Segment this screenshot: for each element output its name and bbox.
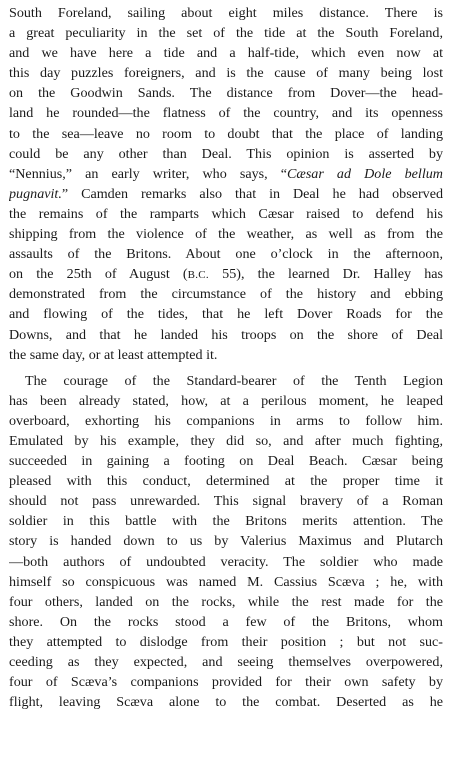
text-line: four others, landed on the rocks, while the rest made for the bbox=[9, 593, 443, 610]
text-line: on the Goodwin Sands. The distance from Dover—the head- bbox=[9, 85, 443, 102]
paragraph-1 bbox=[9, 3, 443, 365]
text-line: story is handed down to us by Valerius Maximus and Plutarch bbox=[9, 533, 443, 550]
text-line: soldier in this battle with the Britons merits attention. The bbox=[9, 513, 443, 530]
text-line: Emulated by his example, they did so, and after much fighting, bbox=[9, 432, 443, 449]
text-line: and flowing of the tides, that he left Dover Roads for the bbox=[9, 306, 443, 323]
text-line: four of Scæva’s companions provided for their own safety by bbox=[9, 674, 443, 691]
text-line: could be any other than Deal. This opinion is asserted by bbox=[9, 145, 443, 162]
text-line: demonstrated from the circumstance of the history and ebbing bbox=[9, 286, 443, 303]
text-line: to the sea—leave no room to doubt that the place of landing bbox=[9, 125, 443, 142]
text-line: the remains of the ramparts which Cæsar raised to defend his bbox=[9, 205, 443, 222]
text-line: “Nennius,” an early writer, who says, “Cæsar ad Dole bellum bbox=[9, 165, 443, 182]
text-line: they attempted to dislodge from their position ; but not suc- bbox=[9, 633, 443, 650]
text-line: the same day, or at least attempted it. bbox=[9, 346, 218, 363]
text-line: and we have here a tide and a half-tide, which even now at bbox=[9, 45, 443, 62]
text-line: ceeding as they expected, and seeing themselves overpowered, bbox=[9, 654, 443, 670]
text-line: himself so conspicuous was named M. Cassius Scæva ; he, with bbox=[9, 573, 443, 590]
text-line: pleased with this conduct, determined at the proper time it bbox=[9, 473, 443, 490]
text-line: a great peculiarity in the set of the tide at the South Foreland, bbox=[9, 25, 443, 42]
text-line: shore. On the rocks stood a few of the Britons, whom bbox=[9, 613, 443, 630]
text-line: flight, leaving Scæva alone to the combat. Deserted as he bbox=[9, 694, 443, 711]
text-line: succeeded in gaining a footing on Deal Beach. Cæsar being bbox=[9, 453, 443, 470]
text-line: should not pass unrewarded. This signal bravery of a Roman bbox=[9, 493, 443, 510]
text-line: has been already stated, how, at a perilous moment, he leaped bbox=[9, 392, 443, 409]
text-line: The courage of the Standard-bearer of the Tenth Legion bbox=[25, 372, 443, 389]
text-line: on the 25th of August (B.C. 55), the learned Dr. Halley has bbox=[9, 266, 443, 283]
text-line: overboard, exhorting his companions in arms to follow him. bbox=[9, 412, 443, 429]
text-line: pugnavit.” Camden remarks also that in Deal he had observed bbox=[9, 185, 443, 202]
document-page bbox=[9, 3, 443, 712]
text-line: —both authors of undoubted veracity. The soldier who made bbox=[9, 553, 443, 570]
paragraph-2 bbox=[9, 371, 443, 713]
text-line: shipping from the violence of the weather, as well as from the bbox=[9, 226, 443, 243]
text-line: South Foreland, sailing about eight miles distance. There is bbox=[9, 5, 443, 21]
text-line: Downs, and that he landed his troops on the shore of Deal bbox=[9, 326, 443, 343]
text-line: this day puzzles foreigners, and is the cause of many being lost bbox=[9, 65, 443, 82]
text-line: land he rounded—the flatness of the country, and its openness bbox=[9, 105, 443, 122]
text-line: assaults of the Britons. About one o’clock in the afternoon, bbox=[9, 246, 443, 263]
